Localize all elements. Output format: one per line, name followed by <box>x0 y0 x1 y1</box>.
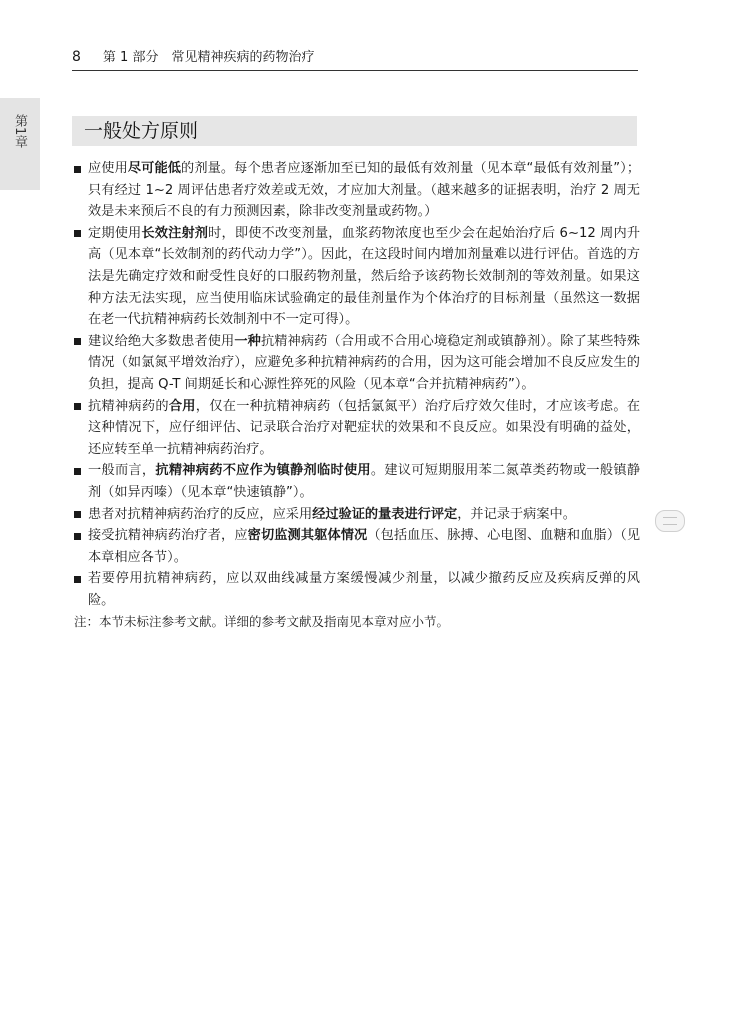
section-title: 一般处方原则 <box>72 116 637 146</box>
running-title: 第 1 部分 常见精神疾病的药物治疗 <box>102 50 315 65</box>
principle-list <box>74 158 640 611</box>
list-item: 抗精神病药的合用，仅在一种抗精神病药（包括氯氮平）治疗后疗效欠佳时，才应该考虑。在这种情况下，应仔细评估、记录联合治疗对靶症状的效果和不良反应。如果没有明确的益处，还应转至单一抗精神病药治疗。 <box>74 396 640 461</box>
watermark-stamp-icon <box>655 510 685 532</box>
page-number: 8 <box>72 49 81 65</box>
page-header <box>72 44 638 71</box>
chapter-side-tab-label: 第1章 <box>12 114 27 149</box>
footnote: 注：本节未标注参考文献。详细的参考文献及指南见本章对应小节。 <box>74 614 450 630</box>
list-item: 应使用尽可能低的剂量。每个患者应逐渐加至已知的最低有效剂量（见本章“最低有效剂量”）；只有经过 1~2 周评估患者疗效差或无效，才应加大剂量。（越来越多的证据表明，治疗 2 周无效是未来预后不良的有力预测因素，除非改变剂量或药物。） <box>74 158 640 223</box>
list-item: 接受抗精神病药治疗者，应密切监测其躯体情况（包括血压、脉搏、心电图、血糖和血脂）（见本章相应各节）。 <box>74 525 640 568</box>
chapter-side-tab <box>0 98 40 190</box>
list-item: 患者对抗精神病药治疗的反应，应采用经过验证的量表进行评定，并记录于病案中。 <box>74 504 640 526</box>
list-item: 一般而言，抗精神病药不应作为镇静剂临时使用。建议可短期服用苯二氮䓬类药物或一般镇静剂（如异丙嗪）（见本章“快速镇静”）。 <box>74 460 640 503</box>
list-item: 建议给绝大多数患者使用一种抗精神病药（合用或不合用心境稳定剂或镇静剂）。除了某些特殊情况（如氯氮平增效治疗），应避免多种抗精神病药的合用，因为这可能会增加不良反应发生的负担，提高 Q-T 间期延长和心源性猝死的风险（见本章“合并抗精神病药”）。 <box>74 331 640 396</box>
list-item: 若要停用抗精神病药，应以双曲线减量方案缓慢减少剂量，以减少撤药反应及疾病反弹的风险。 <box>74 568 640 611</box>
content-body <box>74 158 640 632</box>
list-item: 定期使用长效注射剂时，即使不改变剂量，血浆药物浓度也至少会在起始治疗后 6~12 周内升高（见本章“长效制剂的药代动力学”）。因此，在这段时间内增加剂量难以进行评估。首选的方法是先确定疗效和耐受性良好的口服药物剂量，然后给予该药物长效制剂的等效剂量。如果这种方法无法实现，应当使用临床试验确定的最佳剂量作为个体治疗的目标剂量（虽然这一数据在老一代抗精神病药长效制剂中不一定可得）。 <box>74 223 640 331</box>
